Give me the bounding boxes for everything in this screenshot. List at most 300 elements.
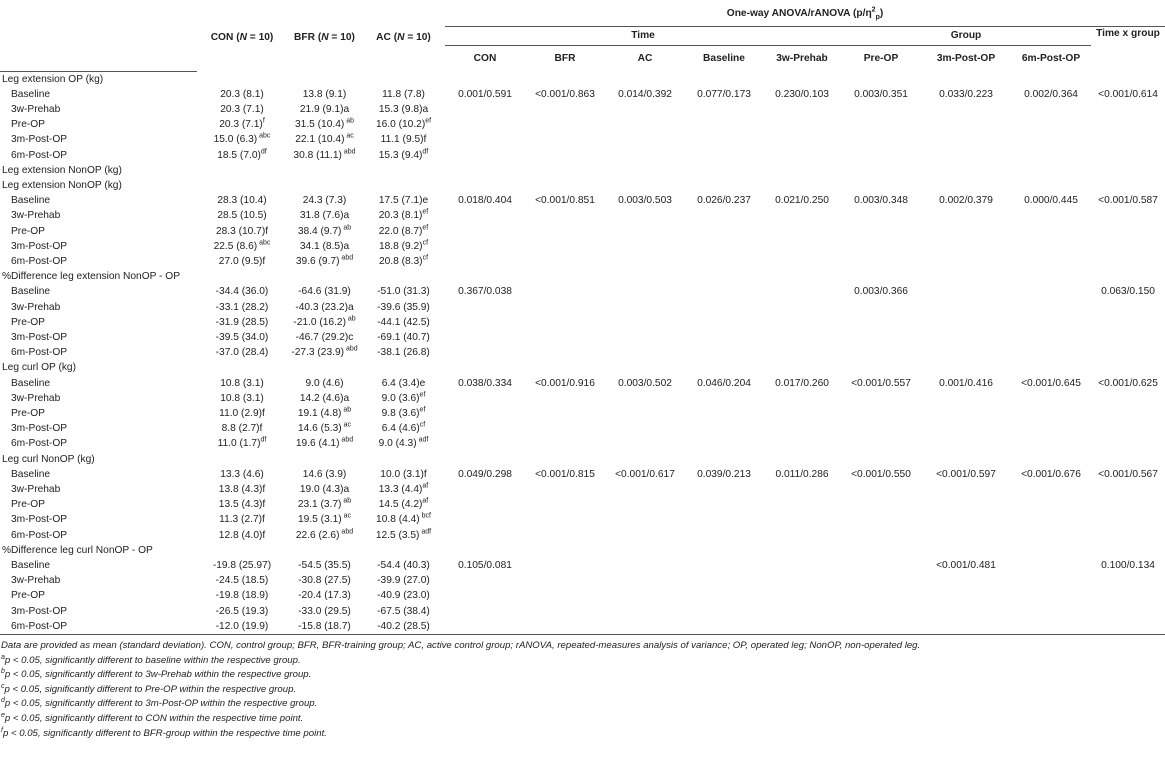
cell-stat (1091, 528, 1165, 543)
cell-stat (921, 224, 1011, 239)
anova-header: One-way ANOVA/rANOVA $(p/\eta^2_p)$ (445, 0, 1165, 26)
cell-ac: -39.6 (35.9) (377, 301, 430, 313)
row-label: Baseline (11, 195, 51, 207)
cell-ac: -44.1 (42.5) (377, 316, 430, 328)
cell-stat (763, 117, 841, 132)
cell-stat (685, 315, 763, 330)
cell-stat (763, 330, 841, 345)
sub-header-3m-post-op: 3m-Post-OP (936, 52, 996, 64)
cell-stat (841, 300, 921, 315)
cell-bfr: 19.0 (4.3)a (299, 483, 350, 495)
cell-con: 15.0 (6.3) $^{abc}$ (213, 132, 271, 146)
cell-stat (605, 604, 685, 619)
cell-stat (605, 558, 685, 573)
cell-stat (763, 482, 841, 497)
cell-stat (605, 208, 685, 223)
section-title: %Difference leg extension NonOP - OP (2, 271, 180, 283)
cell-stat (445, 528, 525, 543)
cell-con: 11.0 (2.9)f (219, 407, 265, 419)
row-label: 6m-Post-OP (11, 529, 68, 541)
cell-stat: <0.001/0.815 (535, 468, 595, 480)
cell-bfr: 34.1 (8.5)a (299, 240, 350, 252)
cell-stat (685, 558, 763, 573)
table-row (0, 588, 1165, 603)
row-label: Pre-OP (11, 225, 45, 237)
cell-stat (921, 421, 1011, 436)
cell-con: 12.8 (4.0)f (218, 529, 266, 541)
group-header-time: Time (445, 26, 841, 45)
cell-stat: 0.049/0.298 (458, 468, 512, 480)
table-row (0, 300, 1165, 315)
cell-ac: -69.1 (40.7) (377, 331, 430, 343)
cell-stat (763, 102, 841, 117)
cell-stat (1011, 421, 1091, 436)
cell-stat (605, 528, 685, 543)
cell-stat (1011, 284, 1091, 299)
table-row (0, 117, 1165, 132)
sub-header-baseline: Baseline (703, 52, 745, 64)
cell-stat (763, 497, 841, 512)
row-label: Baseline (11, 377, 51, 389)
row-label: 3m-Post-OP (11, 240, 68, 252)
row-label: 3w-Prehab (11, 301, 61, 313)
cell-ac: -40.9 (23.0) (377, 590, 430, 602)
cell-stat: 0.021/0.250 (775, 195, 829, 207)
cell-stat (445, 604, 525, 619)
cell-stat (525, 284, 605, 299)
cell-stat (921, 604, 1011, 619)
footnote: $^f$p < 0.05, significantly different to BFR-group within the respective time point. (1, 726, 327, 739)
cell-stat: 0.001/0.591 (458, 88, 512, 100)
cell-stat (685, 254, 763, 269)
table-row (0, 497, 1165, 512)
cell-stat (605, 224, 685, 239)
row-label: 6m-Post-OP (11, 255, 68, 267)
cell-stat (1091, 619, 1165, 635)
cell-stat (605, 117, 685, 132)
footnote: $^d$p < 0.05, significantly different to 3m-Post-OP within the respective group. (1, 697, 318, 710)
cell-stat (525, 148, 605, 163)
cell-con: -12.0 (19.9) (197, 619, 287, 635)
col-header-bfr: BFR (N = 10) (294, 32, 355, 43)
cell-stat (1091, 604, 1165, 619)
cell-ac: 12.5 (3.5) $^{adf}$ (375, 528, 432, 541)
cell-stat (605, 345, 685, 360)
table-row (0, 436, 1165, 451)
cell-bfr: -54.5 (35.5) (298, 560, 351, 571)
cell-stat (445, 315, 525, 330)
cell-con: 20.3 (8.1) (220, 88, 264, 100)
cell-stat (445, 239, 525, 254)
cell-bfr: 22.6 (2.6) $^{abd}$ (295, 528, 354, 541)
cell-stat (605, 421, 685, 436)
row-label: 6m-Post-OP (11, 149, 68, 161)
cell-stat (445, 391, 525, 406)
cell-stat (685, 573, 763, 588)
cell-stat (921, 208, 1011, 223)
cell-stat (445, 330, 525, 345)
cell-stat (445, 573, 525, 588)
cell-stat (921, 391, 1011, 406)
cell-ac: -40.2 (28.5) (362, 619, 445, 635)
cell-stat (525, 497, 605, 512)
cell-stat (1091, 239, 1165, 254)
col-header-con: CON (N = 10) (210, 32, 274, 43)
cell-stat (1091, 345, 1165, 360)
cell-stat (921, 102, 1011, 117)
cell-stat (445, 482, 525, 497)
cell-stat (763, 512, 841, 527)
row-label: 3m-Post-OP (11, 514, 68, 526)
row-label: 3w-Prehab (11, 103, 61, 115)
cell-stat (525, 436, 605, 451)
section-title-row (0, 452, 1165, 467)
cell-con: 10.8 (3.1) (220, 377, 264, 389)
cell-con: -33.1 (28.2) (215, 301, 269, 313)
cell-stat (1011, 117, 1091, 132)
cell-stat (1011, 604, 1091, 619)
cell-bfr: -46.7 (29.2)c (295, 331, 354, 343)
cell-stat (605, 315, 685, 330)
cell-stat (1011, 573, 1091, 588)
cell-stat (1011, 482, 1091, 497)
sub-header-time-ac: AC (637, 52, 653, 64)
cell-stat (1011, 132, 1091, 147)
cell-stat (1011, 619, 1091, 635)
cell-stat (841, 254, 921, 269)
cell-bfr: -21.0 (16.2) $^{ab}$ (293, 315, 356, 328)
cell-stat (1011, 208, 1091, 223)
cell-stat (685, 330, 763, 345)
cell-con: 10.8 (3.1) (220, 392, 264, 404)
cell-stat (841, 482, 921, 497)
cell-stat (1011, 254, 1091, 269)
cell-stat (1011, 148, 1091, 163)
cell-stat (1011, 497, 1091, 512)
cell-stat (841, 497, 921, 512)
cell-stat (445, 588, 525, 603)
cell-stat (841, 619, 921, 635)
cell-stat: 0.000/0.445 (1024, 195, 1078, 207)
cell-stat: 0.026/0.237 (697, 195, 751, 207)
cell-stat (685, 497, 763, 512)
cell-con: 11.0 $(1.7)^{df}$ (217, 436, 267, 450)
row-label: Baseline (11, 286, 51, 298)
cell-stat (841, 148, 921, 163)
cell-stat (1091, 254, 1165, 269)
table-row (0, 193, 1165, 208)
section-title: Leg curl NonOP (kg) (2, 453, 95, 465)
cell-stat (921, 148, 1011, 163)
cell-stat (445, 345, 525, 360)
table-row (0, 224, 1165, 239)
cell-ac: 20.3 $(8.1)^{ef}$ (378, 208, 429, 222)
cell-stat (445, 102, 525, 117)
cell-stat (1011, 512, 1091, 527)
cell-stat (525, 558, 605, 573)
cell-bfr: 19.6 (4.1) $^{abd}$ (295, 436, 354, 450)
row-label: 3w-Prehab (11, 392, 61, 404)
sub-header-time-con: CON (473, 52, 497, 64)
cell-stat (445, 300, 525, 315)
cell-stat (1011, 102, 1091, 117)
cell-stat: <0.001/0.645 (1021, 377, 1081, 389)
cell-stat (1011, 406, 1091, 421)
cell-stat (921, 588, 1011, 603)
row-label: 3w-Prehab (11, 483, 61, 495)
cell-stat (841, 239, 921, 254)
cell-stat (1091, 132, 1165, 147)
cell-stat: 0.003/0.351 (854, 88, 908, 100)
cell-ac: -51.0 (31.3) (377, 286, 430, 298)
cell-stat: 0.003/0.348 (854, 195, 908, 207)
table-row (0, 619, 1165, 635)
cell-stat (605, 619, 685, 635)
cell-stat (1091, 497, 1165, 512)
cell-stat (841, 224, 921, 239)
cell-stat (1011, 224, 1091, 239)
cell-stat (605, 254, 685, 269)
cell-con: -31.9 (28.5) (215, 316, 269, 328)
cell-ac: 9.0 $(3.6)^{ef}$ (381, 391, 426, 404)
cell-stat (605, 132, 685, 147)
cell-stat (525, 588, 605, 603)
cell-stat (1091, 436, 1165, 451)
cell-stat (605, 330, 685, 345)
table-row (0, 482, 1165, 497)
cell-stat (1011, 315, 1091, 330)
cell-con: 8.8 (2.7)f (221, 423, 263, 435)
cell-stat (921, 254, 1011, 269)
cell-ac: 22.0 $(8.7)^{ef}$ (378, 224, 429, 237)
cell-stat (605, 497, 685, 512)
cell-stat (841, 558, 921, 573)
section-title-row (0, 360, 1165, 375)
cell-con: -19.8 (25.97) (212, 560, 272, 571)
section-title-row (0, 269, 1165, 284)
cell-con: 11.3 (2.7)f (219, 514, 265, 526)
cell-stat (763, 528, 841, 543)
cell-stat (605, 148, 685, 163)
cell-stat (921, 117, 1011, 132)
cell-stat: <0.001/0.587 (1098, 195, 1158, 207)
table-row (0, 558, 1165, 573)
cell-con: 27.0 (9.5)f (218, 255, 266, 267)
group-header-group: Group (841, 26, 1091, 45)
cell-ac: 6.4 $(4.6)^{cf}$ (381, 421, 426, 435)
section-title-row (0, 543, 1165, 558)
row-label: 6m-Post-OP (11, 347, 68, 359)
section-title: Leg extension NonOP (kg) (2, 164, 122, 176)
cell-ac: 11.8 (7.8) (382, 88, 425, 100)
cell-stat (1091, 315, 1165, 330)
cell-stat (605, 300, 685, 315)
cell-stat (685, 148, 763, 163)
cell-stat (605, 482, 685, 497)
notes-main: Data are provided as mean (standard deviation). CON, control group; BFR, BFR-training group; AC, active control group; rANOVA, repeated-measures analysis of variance; OP, operated leg; NonOP, non-operated leg. (1, 640, 921, 652)
cell-stat (921, 482, 1011, 497)
cell-stat (921, 528, 1011, 543)
cell-con: 28.3 (10.4) (217, 195, 267, 207)
cell-stat (685, 604, 763, 619)
cell-stat: 0.039/0.213 (697, 468, 751, 480)
cell-stat (763, 421, 841, 436)
cell-con: 20.3 $(7.1)^f$ (219, 117, 265, 131)
cell-bfr: 14.6 (3.9) (302, 468, 347, 480)
cell-stat (1091, 512, 1165, 527)
group-header-time-x-group: Time x group (1096, 27, 1160, 39)
cell-stat (841, 573, 921, 588)
section-title: Leg extension NonOP (kg) (2, 179, 122, 191)
cell-ac: 9.0 (4.3) $^{adf}$ (378, 436, 429, 450)
cell-ac: 17.5 (7.1)e (378, 195, 429, 207)
section-title-row (0, 71, 1165, 87)
cell-bfr: 22.1 (10.4) $^{ac}$ (295, 132, 354, 146)
row-label: Pre-OP (11, 407, 45, 419)
col-header-ac: AC (N = 10) (376, 32, 431, 43)
cell-stat (445, 224, 525, 239)
cell-bfr: -27.3 (23.9) $^{abd}$ (291, 345, 358, 359)
cell-stat: <0.001/0.597 (936, 468, 996, 480)
cell-stat (1011, 330, 1091, 345)
cell-stat (841, 421, 921, 436)
cell-stat (841, 512, 921, 527)
cell-stat (525, 604, 605, 619)
table-row (0, 148, 1165, 163)
cell-stat: 0.230/0.103 (775, 88, 829, 100)
cell-stat (763, 239, 841, 254)
cell-stat (685, 512, 763, 527)
row-label: Baseline (11, 468, 51, 480)
cell-stat (685, 406, 763, 421)
cell-stat (841, 117, 921, 132)
cell-stat: 0.002/0.364 (1024, 88, 1078, 100)
cell-stat (685, 224, 763, 239)
cell-con: 13.3 (4.6) (220, 468, 264, 480)
row-label: Pre-OP (11, 590, 45, 602)
cell-stat: <0.001/0.617 (615, 468, 675, 480)
cell-stat: <0.001/0.550 (851, 468, 911, 480)
cell-ac: 16.0 $(10.2)^{ef}$ (375, 117, 432, 131)
cell-stat (525, 117, 605, 132)
row-label: 3m-Post-OP (11, 605, 68, 617)
cell-stat (685, 300, 763, 315)
cell-stat: <0.001/0.625 (1098, 377, 1158, 389)
sub-header-time-bfr: BFR (554, 52, 576, 64)
table-row (0, 406, 1165, 421)
cell-stat (525, 391, 605, 406)
cell-stat (1091, 300, 1165, 315)
cell-stat (763, 132, 841, 147)
cell-bfr: 30.8 (11.1) $^{abd}$ (293, 148, 356, 161)
section-title-row (0, 163, 1165, 178)
cell-stat (841, 588, 921, 603)
cell-stat (685, 284, 763, 299)
cell-stat (685, 421, 763, 436)
cell-stat (763, 588, 841, 603)
cell-stat (685, 391, 763, 406)
row-label: Baseline (11, 560, 51, 571)
cell-stat: 0.003/0.503 (618, 195, 672, 207)
cell-stat (685, 239, 763, 254)
table-row (0, 573, 1165, 588)
footnote: $^a$p < 0.05, significantly different to baseline within the respective group. (1, 653, 301, 666)
cell-stat (1091, 573, 1165, 588)
cell-stat (525, 239, 605, 254)
cell-stat (763, 254, 841, 269)
cell-con: -19.8 (18.9) (215, 590, 269, 602)
sub-header-pre-op: Pre-OP (863, 52, 899, 64)
table-row (0, 102, 1165, 117)
cell-stat (525, 300, 605, 315)
cell-stat (841, 436, 921, 451)
cell-ac: 6.4 (3.4)e (381, 377, 426, 389)
cell-stat (763, 406, 841, 421)
cell-con: 18.5 $(7.0)^{df}$ (217, 148, 267, 161)
cell-stat (921, 300, 1011, 315)
cell-stat (445, 132, 525, 147)
cell-stat (921, 330, 1011, 345)
cell-stat (525, 132, 605, 147)
cell-stat (921, 239, 1011, 254)
row-label: 6m-Post-OP (0, 619, 197, 635)
table-row (0, 345, 1165, 360)
cell-con: 13.8 (4.3)f (218, 483, 266, 495)
cell-stat (1011, 345, 1091, 360)
cell-ac: 13.3 $(4.4)^{af}$ (378, 482, 429, 495)
cell-stat (841, 330, 921, 345)
cell-stat (605, 239, 685, 254)
cell-bfr: -33.0 (29.5) (298, 605, 351, 617)
row-label: 6m-Post-OP (11, 438, 68, 450)
cell-stat: <0.001/0.851 (535, 195, 595, 207)
cell-stat (763, 300, 841, 315)
cell-stat: 0.033/0.223 (939, 88, 993, 100)
cell-stat (921, 315, 1011, 330)
cell-stat (1011, 391, 1091, 406)
footnote: $^e$p < 0.05, significantly different to CON within the respective time point. (1, 711, 304, 724)
cell-stat (605, 573, 685, 588)
cell-stat (685, 117, 763, 132)
cell-stat (1091, 102, 1165, 117)
cell-stat (605, 588, 685, 603)
cell-stat (685, 619, 763, 635)
cell-stat: 0.038/0.334 (458, 377, 512, 389)
cell-ac: 18.8 $(9.2)^{cf}$ (378, 239, 429, 252)
row-label: Pre-OP (11, 316, 45, 328)
cell-bfr: 14.2 (4.6)a (299, 392, 350, 404)
cell-stat (841, 604, 921, 619)
table-row (0, 254, 1165, 269)
cell-con: -37.0 (28.4) (215, 347, 269, 359)
cell-stat: <0.001/0.863 (535, 88, 595, 100)
table-row (0, 239, 1165, 254)
cell-stat (763, 619, 841, 635)
cell-bfr: 19.1 (4.8) $^{ab}$ (297, 406, 352, 419)
cell-stat: <0.001/0.481 (936, 560, 996, 571)
table-row (0, 208, 1165, 223)
cell-stat (921, 345, 1011, 360)
table-row (0, 284, 1165, 299)
cell-stat (1091, 224, 1165, 239)
cell-stat (763, 315, 841, 330)
cell-stat (605, 512, 685, 527)
section-title: Leg curl OP (kg) (2, 362, 76, 374)
cell-stat: 0.046/0.204 (697, 377, 751, 389)
cell-ac: 9.8 $(3.6)^{ef}$ (381, 406, 426, 419)
row-label: 3m-Post-OP (11, 331, 68, 343)
cell-stat (445, 117, 525, 132)
